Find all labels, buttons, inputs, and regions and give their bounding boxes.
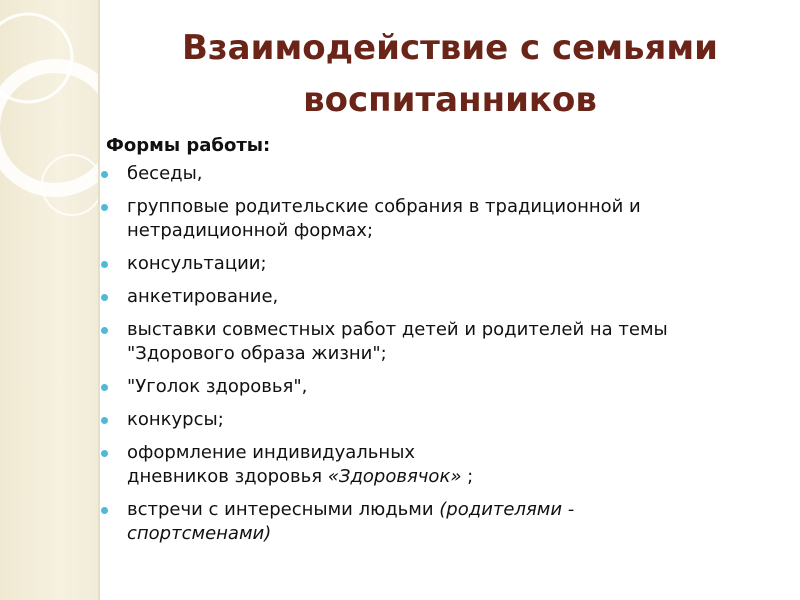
list-item-text-line-2-post: ; [461,466,474,487]
list-item-text-line-1: выставки совместных работ детей и родителей на темы [127,319,668,340]
list-item-text: конкурсы; [127,409,224,430]
bullet-icon [101,294,108,301]
forms-list [98,162,778,546]
slide-title-line-2: воспитанников [303,80,597,120]
bullet-icon [101,450,108,457]
slide-title-line-1: Взаимодействие с семьями [182,28,718,68]
list-item-text: беседы, [127,163,203,184]
list-item [98,408,778,432]
list-item-text-line-1: групповые родительские собрания в традиционной и [127,196,641,217]
list-item [98,195,778,243]
slide-content [98,132,778,555]
list-item [98,498,778,546]
list-heading: Формы работы: [106,135,271,156]
list-item [98,162,778,186]
list-item-text-line-2-italic: «Здоровячок» [327,466,462,487]
list-item [98,285,778,309]
bullet-icon [101,384,108,391]
list-item-text-line-2: нетрадиционной формах; [127,220,374,241]
bullet-icon [101,507,108,514]
decorative-strip [0,0,98,600]
list-item-text-line-2: "Здорового образа жизни"; [127,343,387,364]
list-item-text-line-2-pre: дневников здоровья [127,466,328,487]
list-item [98,375,778,399]
list-item-text-line-1: оформление индивидуальных [127,442,416,463]
list-item-text-line-2-italic: спортсменами) [127,523,272,544]
list-item-text-line-1-pre: встречи с интересными людьми [127,499,440,520]
list-item [98,318,778,366]
bullet-icon [101,171,108,178]
list-item-text: анкетирование, [127,286,279,307]
bullet-icon [101,417,108,424]
list-item-text-line-1-italic: (родителями - [439,499,575,520]
list-item [98,441,778,489]
list-item-text: консультации; [127,253,267,274]
bullet-icon [101,327,108,334]
decorative-circles [0,0,100,600]
list-item-text: "Уголок здоровья", [127,376,308,397]
slide-title [110,22,790,126]
list-item [98,252,778,276]
bullet-icon [101,204,108,211]
bullet-icon [101,261,108,268]
